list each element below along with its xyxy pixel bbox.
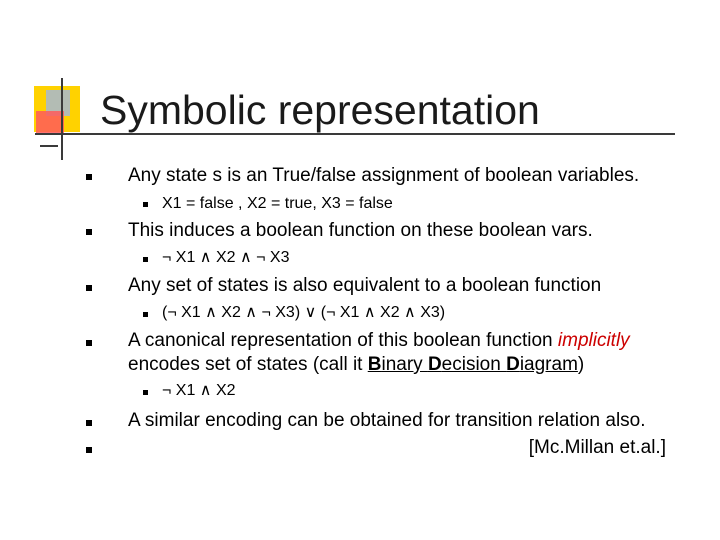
bullet-text-line1: A canonical representation of this boolean function implicitly: [128, 330, 630, 351]
bullet-marker: [86, 447, 92, 453]
sub-bullet-marker: [143, 257, 148, 262]
emphasis-implicitly: implicitly: [557, 330, 630, 351]
sub-bullet-marker: [143, 202, 148, 207]
bullet-marker: [86, 229, 92, 235]
decor-vertical-line: [61, 78, 63, 160]
sub-bullet-marker: [143, 312, 148, 317]
bullet-text: Any state s is an True/false assignment of boolean variables.: [128, 165, 640, 186]
sub-bullet-text: ¬ X1 ∧ X2: [162, 382, 236, 399]
bullet-marker: [86, 340, 92, 346]
sub-bullet-text: ¬ X1 ∧ X2 ∧ ¬ X3: [162, 249, 290, 266]
bullet-text: A similar encoding can be obtained for transition relation also.: [128, 410, 646, 431]
sub-bullet-text: X1 = false , X2 = true, X3 = false: [162, 195, 393, 212]
bullet-text: This induces a boolean function on these boolean vars.: [128, 220, 593, 241]
bullet-text: Any set of states is also equivalent to a boolean function: [128, 275, 602, 296]
sub-bullet-marker: [143, 390, 148, 395]
decor-short-line: [40, 145, 58, 147]
citation-text: [Mc.Millan et.al.]: [528, 437, 666, 458]
bullet-marker: [86, 420, 92, 426]
bullet-marker: [86, 174, 92, 180]
bullet-text-line2: encodes set of states (call it Binary Decision Diagram): [128, 354, 585, 375]
decor-red-square: [36, 111, 64, 135]
sub-bullet-text: (¬ X1 ∧ X2 ∧ ¬ X3) ∨ (¬ X1 ∧ X2 ∧ X3): [162, 304, 446, 321]
bullet-marker: [86, 285, 92, 291]
slide-title: Symbolic representation: [100, 87, 540, 133]
